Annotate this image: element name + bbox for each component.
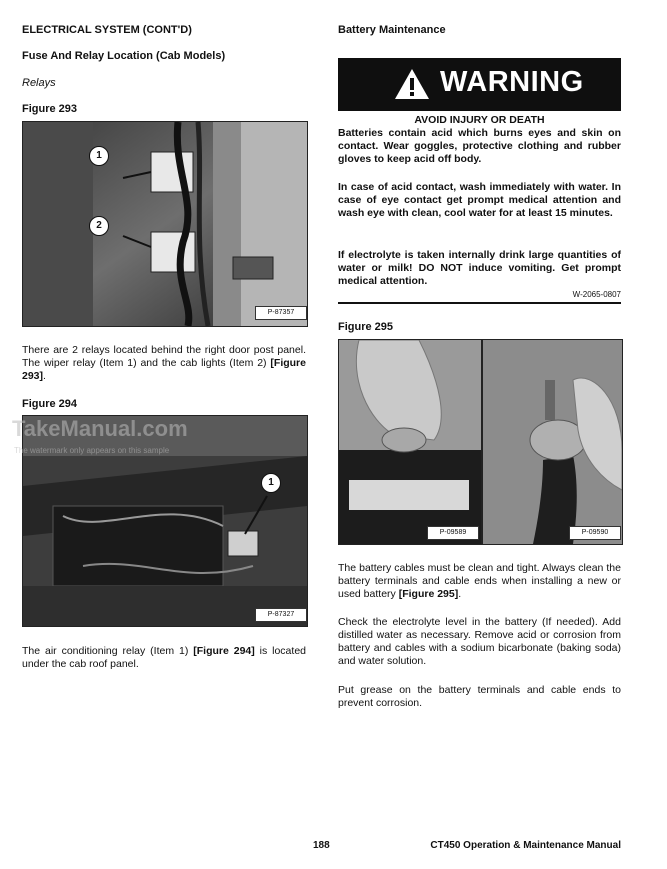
grease-paragraph: Put grease on the battery terminals and cable ends to prevent corrosion.	[338, 684, 621, 709]
warning-heading: AVOID INJURY OR DEATH	[414, 114, 545, 126]
figure-294-code: P-87327	[255, 608, 307, 622]
warning-title: WARNING	[440, 66, 584, 98]
warning-banner	[338, 58, 621, 111]
relays-paragraph: There are 2 relays located behind the right door post panel. The wiper relay (Item 1) and the cab lights (Item 2) [Figure 293].	[22, 344, 306, 382]
callout-1: 1	[89, 146, 109, 166]
ac-relay-paragraph: The air conditioning relay (Item 1) [Figure 294] is located under the cab roof panel.	[22, 645, 306, 670]
battery-maintenance-title: Battery Maintenance	[338, 24, 446, 36]
figure-293-photo	[22, 121, 308, 327]
figure-294-ref: [Figure 294]	[193, 645, 255, 657]
figure-295-ref: [Figure 295]	[398, 588, 459, 600]
electrolyte-paragraph: Check the electrolyte level in the battery (If needed). Add distilled water as necessary. Remove acid or corrosion from battery and cables with a sodium bicarbonate (baking soda) and water solution.	[338, 616, 621, 667]
figure-294-label: Figure 294	[22, 398, 78, 410]
subsection-title: Fuse And Relay Location (Cab Models)	[22, 50, 226, 62]
warning-divider	[338, 302, 621, 304]
callout-2: 2	[89, 216, 109, 236]
warning-triangle-icon	[394, 68, 430, 100]
manual-title: CT450 Operation & Maintenance Manual	[430, 840, 621, 851]
warning-code: W-2065-0807	[572, 290, 621, 299]
figure-295-left-code: P-09589	[427, 526, 479, 540]
figure-295-right-code: P-09590	[569, 526, 621, 540]
page-number: 188	[313, 840, 330, 851]
figure-295-photo-left	[338, 339, 482, 545]
warning-paragraph-3: If electrolyte is taken internally drink large quantities of water or milk! DO NOT induce vomiting. Get prompt medical attention.	[338, 249, 621, 287]
warning-paragraph-2: In case of acid contact, wash immediately with water. In case of eye contact get prompt medical attention and wash eye with clean, cool water for at least 15 minutes.	[338, 181, 621, 219]
section-title: ELECTRICAL SYSTEM (CONT'D)	[22, 24, 192, 36]
callout-1: 1	[261, 473, 281, 493]
watermark-brand: TakeManual.com	[12, 416, 188, 441]
figure-293-label: Figure 293	[22, 103, 78, 115]
battery-cables-paragraph: The battery cables must be clean and tight. Always clean the battery terminals and cable ends when installing a new or used battery [Figure 295].	[338, 562, 621, 600]
figure-295-photo-right	[482, 339, 623, 545]
relays-label: Relays	[22, 77, 56, 89]
watermark-note: The watermark only appears on this sample	[14, 446, 170, 455]
figure-293-code: P-87357	[255, 306, 307, 320]
figure-295-label: Figure 295	[338, 321, 394, 333]
warning-paragraph-1: Batteries contain acid which burns eyes and skin on contact. Wear goggles, protective clothing and rubber gloves to keep acid off body.	[338, 127, 621, 165]
figure-293-ref: [Figure 293]	[22, 357, 306, 382]
